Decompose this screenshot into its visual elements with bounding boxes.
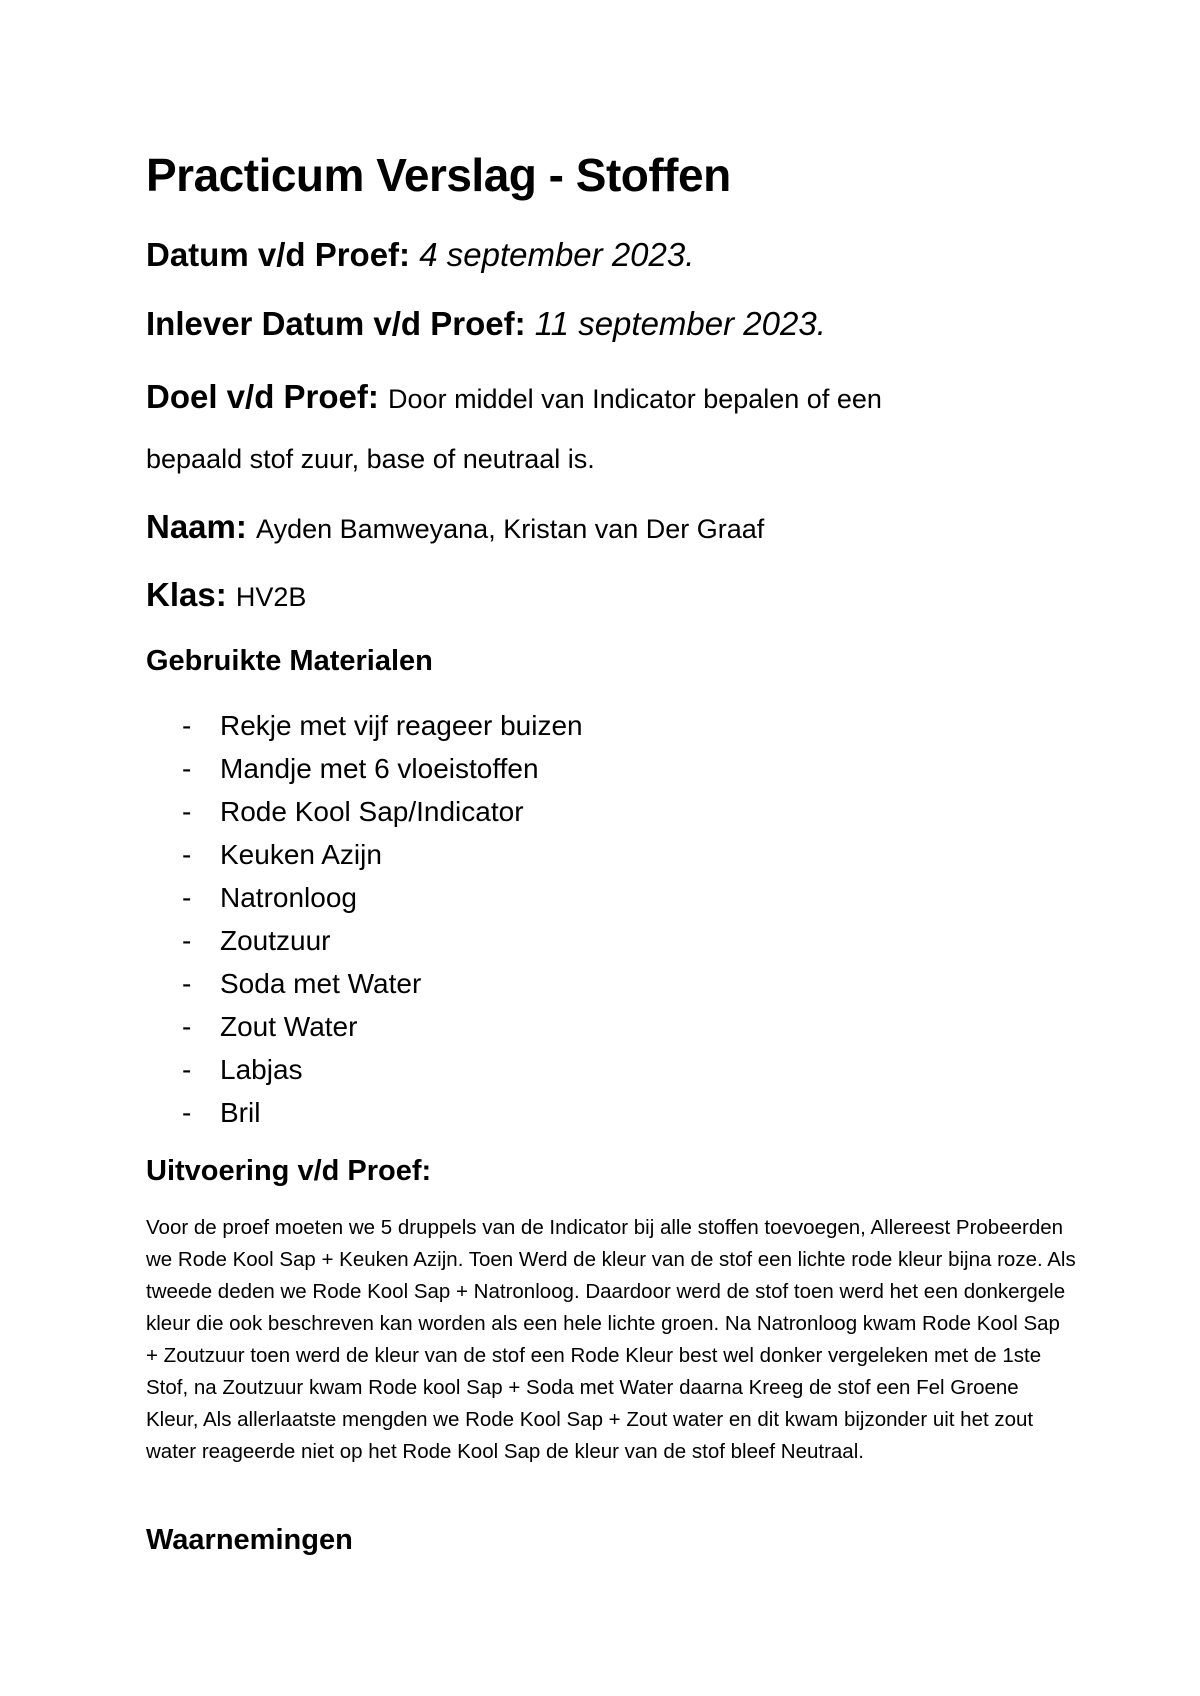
list-item-text: Bril — [220, 1097, 261, 1128]
list-bullet: - — [182, 839, 192, 870]
list-item — [182, 833, 583, 876]
list-bullet: - — [182, 1011, 192, 1042]
list-item — [182, 747, 583, 790]
class-label: Klas: — [146, 576, 227, 613]
list-item-text: Keuken Azijn — [220, 839, 382, 870]
goal-value-line1: Door middel van Indicator bepalen of een — [388, 384, 882, 414]
list-item-text: Rode Kool Sap/Indicator — [220, 796, 524, 827]
document-title: Practicum Verslag - Stoffen — [146, 149, 731, 201]
list-item — [182, 1048, 583, 1091]
procedure-heading: Uitvoering v/d Proef: — [146, 1155, 432, 1187]
materials-list — [182, 704, 583, 1134]
list-bullet: - — [182, 1054, 192, 1085]
goal-line — [146, 378, 882, 416]
list-bullet: - — [182, 925, 192, 956]
list-item-text: Mandje met 6 vloeistoffen — [220, 753, 539, 784]
name-label: Naam: — [146, 508, 247, 545]
list-item-text: Labjas — [220, 1054, 303, 1085]
list-bullet: - — [182, 710, 192, 741]
list-item — [182, 919, 583, 962]
date-label: Datum v/d Proef: — [146, 236, 411, 273]
list-bullet: - — [182, 1097, 192, 1128]
goal-value-line2: bepaald stof zuur, base of neutraal is. — [146, 444, 595, 474]
name-line — [146, 508, 764, 546]
list-item — [182, 704, 583, 747]
list-bullet: - — [182, 753, 192, 784]
due-date-line — [146, 305, 826, 343]
list-item-text: Natronloog — [220, 882, 357, 913]
list-bullet: - — [182, 882, 192, 913]
due-date-value: 11 september 2023. — [534, 305, 826, 342]
list-item — [182, 790, 583, 833]
goal-label: Doel v/d Proef: — [146, 378, 379, 415]
list-item — [182, 876, 583, 919]
name-value: Ayden Bamweyana, Kristan van Der Graaf — [256, 514, 765, 544]
list-item-text: Zout Water — [220, 1011, 358, 1042]
list-item-text: Soda met Water — [220, 968, 422, 999]
list-item — [182, 962, 583, 1005]
class-value: HV2B — [235, 582, 307, 612]
list-bullet: - — [182, 968, 192, 999]
list-item-text: Zoutzuur — [220, 925, 331, 956]
date-value: 4 september 2023. — [419, 236, 695, 273]
class-line — [146, 576, 306, 614]
list-item-text: Rekje met vijf reageer buizen — [220, 710, 583, 741]
procedure-paragraph: Voor de proef moeten we 5 druppels van de Indicator bij alle stoffen toevoegen, Allereest Probeerden we Rode Kool Sap + Keuken Azijn. Toen Werd de kleur van de stof een lichte rode kleur bijna roze. Als tweede deden we Rode Kool Sap + Natronloog. Daardoor werd de stof toen werd het een donkergele kleur die ook beschreven kan worden als een hele lichte groen. Na Natronloog kwam Rode Kool Sap + Zoutzuur toen werd de kleur van de stof een Rode Kleur best wel donker vergeleken met de 1ste Stof, na Zoutzuur kwam Rode kool Sap + Soda met Water daarna Kreeg de stof een Fel Groene Kleur, Als allerlaatste mengden we Rode Kool Sap + Zout water en dit kwam bijzonder uit het zout water reageerde niet op het Rode Kool Sap de kleur van de stof bleef Neutraal. — [146, 1216, 1076, 1463]
list-bullet: - — [182, 796, 192, 827]
due-date-label: Inlever Datum v/d Proef: — [146, 305, 526, 342]
date-line — [146, 236, 694, 274]
list-item — [182, 1091, 583, 1134]
observations-heading: Waarnemingen — [146, 1524, 353, 1556]
list-item — [182, 1005, 583, 1048]
materials-heading: Gebruikte Materialen — [146, 645, 433, 677]
